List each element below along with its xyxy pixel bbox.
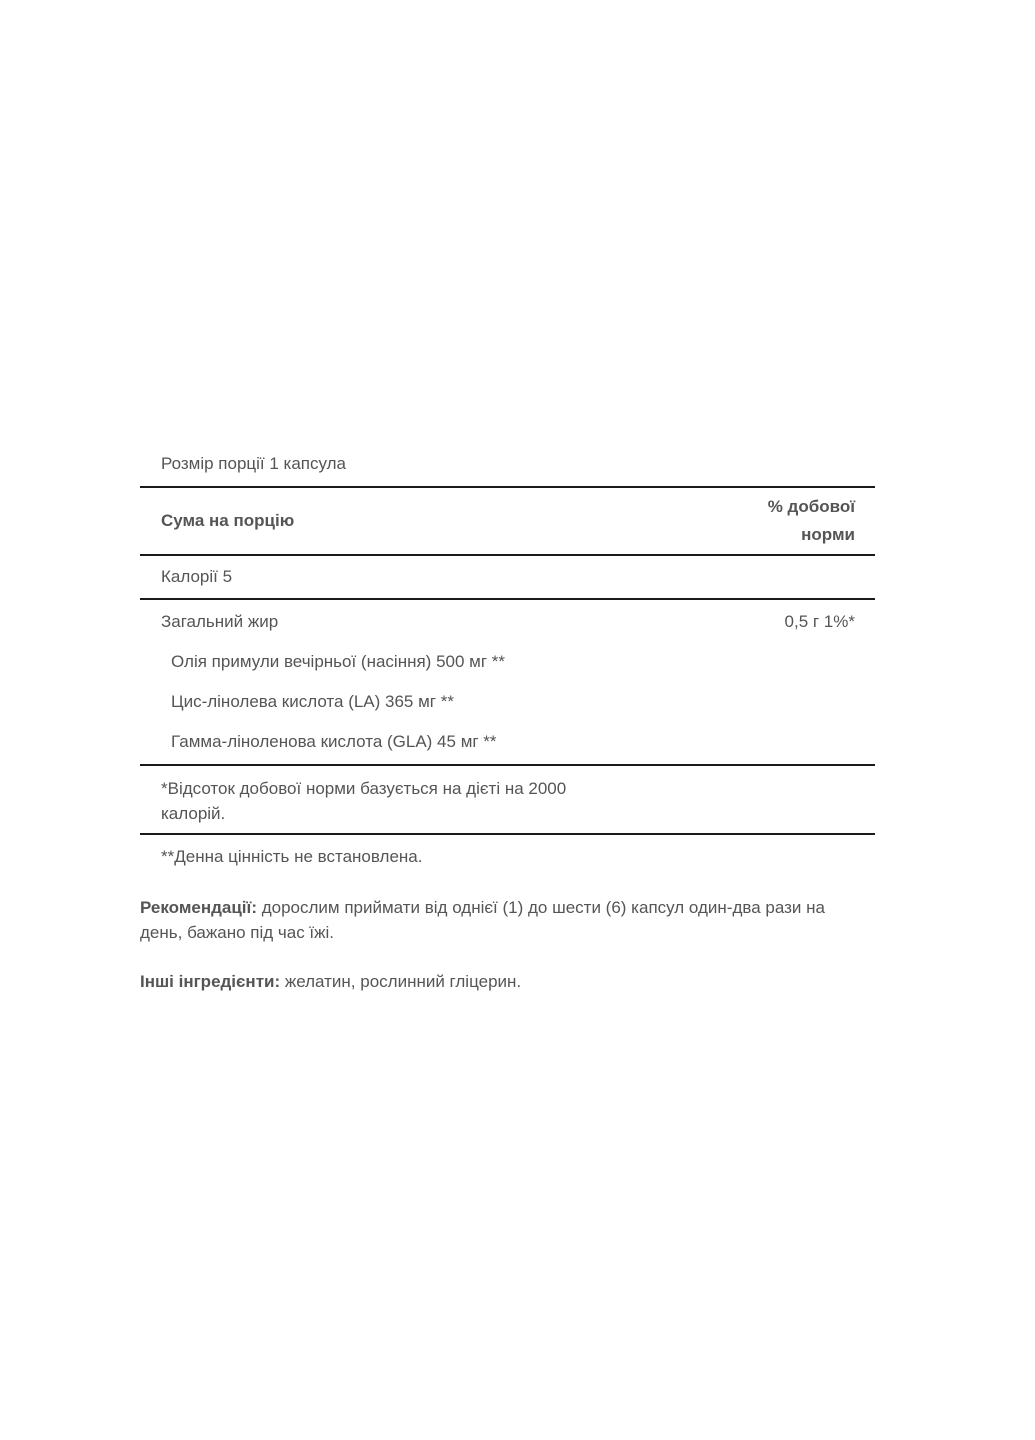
nutrient-value: 0,5 г 1%* <box>784 612 855 631</box>
divider <box>140 598 875 600</box>
footnote-not-established: **Денна цінність не встановлена. <box>161 847 423 866</box>
calories-row: Калорії 5 <box>161 567 233 586</box>
recommendations <box>140 895 860 945</box>
amount-per-serving-label: Сума на порцію <box>161 511 295 530</box>
serving-size: Розмір порції 1 капсула <box>161 454 347 473</box>
nutrient-name: Олія примули вечірньої (насіння) 500 мг ** <box>171 652 505 671</box>
table-row <box>140 722 875 762</box>
other-ingredients-label: Інші інгредієнти: <box>140 972 281 991</box>
nutrient-name: Гамма-ліноленова кислота (GLA) 45 мг ** <box>171 732 497 751</box>
other-ingredients <box>140 969 860 994</box>
nutrient-name: Цис-лінолева кислота (LA) 365 мг ** <box>171 692 454 711</box>
recommendations-label: Рекомендації: <box>140 898 257 917</box>
supplement-facts <box>140 450 875 994</box>
nutrient-name: Загальний жир <box>161 612 279 631</box>
other-ingredients-text: желатин, рослинний гліцерин. <box>280 972 522 991</box>
daily-value-label: % добової норми <box>767 497 855 544</box>
table-row <box>140 642 875 682</box>
table-row <box>140 602 875 642</box>
table-header <box>140 488 875 554</box>
table-row <box>140 682 875 722</box>
recommendations-text: дорослим приймати від однієї (1) до шести (6) капсул один-два рази на день, бажано під час їжі. <box>140 898 825 942</box>
footnote-daily-value: *Відсоток добової норми базується на дієті на 2000 калорій. <box>161 779 567 823</box>
